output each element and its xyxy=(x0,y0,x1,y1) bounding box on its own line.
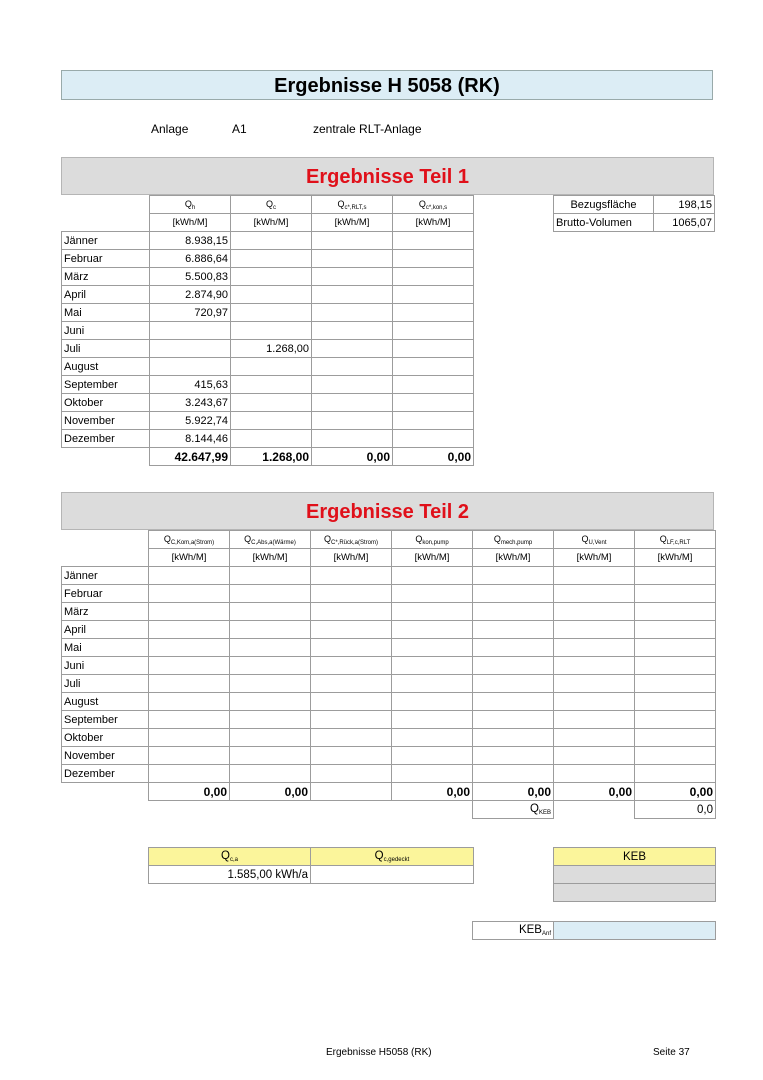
teil1-header-qc: $Q_c$ xyxy=(231,196,312,214)
value-cell xyxy=(635,747,716,765)
teil1-total-cell: 0,00 xyxy=(393,448,474,466)
table-row xyxy=(62,603,716,621)
keb-cell xyxy=(554,884,716,902)
value-cell xyxy=(311,675,392,693)
value-cell xyxy=(635,711,716,729)
unit-cell: [kWh/M] xyxy=(393,214,474,232)
value-cell xyxy=(311,729,392,747)
value-cell xyxy=(393,268,474,286)
footer-page-number: Seite 37 xyxy=(653,1047,690,1058)
unit-cell: [kWh/M] xyxy=(554,549,635,567)
value-cell xyxy=(312,412,393,430)
month-label: Oktober xyxy=(62,729,149,747)
month-label: April xyxy=(62,286,150,304)
value-cell xyxy=(149,639,230,657)
table-row xyxy=(62,585,716,603)
teil1-totals-row xyxy=(62,448,474,466)
teil2-unit-row xyxy=(62,549,716,567)
table-row xyxy=(62,621,716,639)
value-cell xyxy=(231,286,312,304)
value-cell: 8.144,46 xyxy=(150,430,231,448)
value-cell xyxy=(312,304,393,322)
value-cell xyxy=(473,603,554,621)
value-cell xyxy=(392,639,473,657)
value-cell xyxy=(393,376,474,394)
info-value: 1065,07 xyxy=(654,214,715,232)
value-cell xyxy=(230,729,311,747)
anlage-label: Anlage xyxy=(151,122,189,136)
keb-cell xyxy=(554,866,716,884)
teil1-header-qc-rlt: $Q_{c*,RLT,s}$ xyxy=(312,196,393,214)
value-cell xyxy=(473,765,554,783)
value-cell xyxy=(392,693,473,711)
value-cell xyxy=(473,639,554,657)
kebanf-table xyxy=(472,921,716,940)
value-cell xyxy=(392,621,473,639)
unit-cell: [kWh/M] xyxy=(473,549,554,567)
value-cell xyxy=(312,340,393,358)
value-cell xyxy=(150,340,231,358)
value-cell xyxy=(230,639,311,657)
keb-table xyxy=(553,847,716,902)
value-cell xyxy=(554,765,635,783)
table-row xyxy=(62,340,474,358)
value-cell xyxy=(554,675,635,693)
value-cell xyxy=(635,657,716,675)
month-label: Jänner xyxy=(62,567,149,585)
month-label: November xyxy=(62,747,149,765)
teil2-total-cell: 0,00 xyxy=(230,783,311,801)
value-cell xyxy=(230,765,311,783)
value-cell: 1.268,00 xyxy=(231,340,312,358)
value-cell xyxy=(554,603,635,621)
month-label: August xyxy=(62,693,149,711)
value-cell xyxy=(230,621,311,639)
value-cell xyxy=(149,729,230,747)
value-cell xyxy=(231,430,312,448)
value-cell xyxy=(311,765,392,783)
month-label: September xyxy=(62,711,149,729)
value-cell xyxy=(231,250,312,268)
teil2-header-row xyxy=(62,531,716,549)
table-row xyxy=(62,675,716,693)
value-cell xyxy=(554,729,635,747)
value-cell xyxy=(312,430,393,448)
value-cell xyxy=(392,711,473,729)
teil1-total-cell: 0,00 xyxy=(312,448,393,466)
value-cell xyxy=(392,657,473,675)
value-cell xyxy=(149,621,230,639)
value-cell xyxy=(149,603,230,621)
value-cell xyxy=(149,693,230,711)
value-cell xyxy=(311,693,392,711)
value-cell xyxy=(312,286,393,304)
value-cell xyxy=(231,304,312,322)
anlage-name: zentrale RLT-Anlage xyxy=(313,122,422,136)
value-cell xyxy=(312,268,393,286)
kebanf-value xyxy=(554,922,716,940)
value-cell xyxy=(392,603,473,621)
table-row xyxy=(62,711,716,729)
unit-cell: [kWh/M] xyxy=(230,549,311,567)
qkeb-value: 0,0 xyxy=(635,801,716,819)
teil2-header-qlf: $Q_{LF,c,RLT}$ xyxy=(635,531,716,549)
value-cell xyxy=(392,567,473,585)
value-cell xyxy=(149,747,230,765)
value-cell xyxy=(230,567,311,585)
table-row xyxy=(62,394,474,412)
unit-cell: [kWh/M] xyxy=(149,549,230,567)
month-label: Dezember xyxy=(62,430,150,448)
value-cell xyxy=(554,567,635,585)
value-cell xyxy=(230,693,311,711)
value-cell xyxy=(149,585,230,603)
unit-cell: [kWh/M] xyxy=(150,214,231,232)
unit-cell: [kWh/M] xyxy=(392,549,473,567)
teil2-header-qu-vent: $Q_{U,Vent}$ xyxy=(554,531,635,549)
month-label: Mai xyxy=(62,304,150,322)
value-cell xyxy=(231,232,312,250)
teil2-total-cell: 0,00 xyxy=(635,783,716,801)
value-cell xyxy=(554,747,635,765)
table-row xyxy=(62,286,474,304)
teil2-table xyxy=(61,530,716,819)
value-cell xyxy=(230,711,311,729)
qca-value: 1.585,00 kWh/a xyxy=(149,866,311,884)
unit-cell: [kWh/M] xyxy=(311,549,392,567)
value-cell xyxy=(473,675,554,693)
value-cell xyxy=(230,657,311,675)
info-table xyxy=(553,195,715,232)
qc-summary-table xyxy=(148,847,474,884)
teil2-total-cell: 0,00 xyxy=(473,783,554,801)
value-cell xyxy=(230,675,311,693)
month-label: Mai xyxy=(62,639,149,657)
value-cell xyxy=(473,693,554,711)
value-cell xyxy=(473,567,554,585)
month-label: Oktober xyxy=(62,394,150,412)
value-cell: 5.500,83 xyxy=(150,268,231,286)
teil1-total-cell: 42.647,99 xyxy=(150,448,231,466)
value-cell xyxy=(311,621,392,639)
value-cell: 415,63 xyxy=(150,376,231,394)
value-cell xyxy=(311,747,392,765)
teil2-header-qc-rueck: $Q_{C*,Rück,a(Strom)}$ xyxy=(311,531,392,549)
value-cell: 3.243,67 xyxy=(150,394,231,412)
value-cell xyxy=(393,340,474,358)
value-cell xyxy=(554,657,635,675)
qkeb-row xyxy=(62,801,716,819)
value-cell xyxy=(473,621,554,639)
value-cell xyxy=(393,430,474,448)
value-cell xyxy=(311,711,392,729)
value-cell xyxy=(393,250,474,268)
value-cell xyxy=(393,232,474,250)
info-row xyxy=(554,196,715,214)
teil2-total-cell xyxy=(311,783,392,801)
value-cell xyxy=(311,639,392,657)
value-cell xyxy=(635,765,716,783)
value-cell: 5.922,74 xyxy=(150,412,231,430)
value-cell xyxy=(231,412,312,430)
value-cell xyxy=(473,711,554,729)
value-cell xyxy=(635,567,716,585)
value-cell xyxy=(312,358,393,376)
teil1-total-cell: 1.268,00 xyxy=(231,448,312,466)
value-cell xyxy=(635,693,716,711)
month-label: Juli xyxy=(62,340,150,358)
qcgedeckt-value xyxy=(311,866,474,884)
unit-cell: [kWh/M] xyxy=(312,214,393,232)
value-cell xyxy=(230,603,311,621)
qca-header: $Q_{c,a}$ xyxy=(149,848,311,866)
qkeb-label: $Q_{KEB}$ xyxy=(473,801,554,819)
teil2-header-qc-kom: $Q_{C,Kom,a(Strom)}$ xyxy=(149,531,230,549)
value-cell xyxy=(312,250,393,268)
value-cell xyxy=(393,286,474,304)
value-cell xyxy=(312,376,393,394)
value-cell xyxy=(231,394,312,412)
value-cell xyxy=(149,675,230,693)
teil2-header-qkon-pump: $Q_{kon,pump}$ xyxy=(392,531,473,549)
value-cell xyxy=(635,639,716,657)
info-value: 198,15 xyxy=(654,196,715,214)
value-cell xyxy=(554,585,635,603)
qc-summary-header-row xyxy=(149,848,474,866)
value-cell xyxy=(392,765,473,783)
value-cell xyxy=(635,585,716,603)
teil2-totals-row xyxy=(62,783,716,801)
table-row xyxy=(62,639,716,657)
table-row xyxy=(62,322,474,340)
qcgedeckt-header: $Q_{c,gedeckt}$ xyxy=(311,848,474,866)
table-row xyxy=(62,729,716,747)
month-label: Februar xyxy=(62,250,150,268)
month-label: März xyxy=(62,603,149,621)
month-label: März xyxy=(62,268,150,286)
value-cell: 8.938,15 xyxy=(150,232,231,250)
value-cell xyxy=(392,585,473,603)
teil1-header-qh: $Q_h$ xyxy=(150,196,231,214)
value-cell xyxy=(635,729,716,747)
value-cell xyxy=(311,567,392,585)
value-cell xyxy=(635,603,716,621)
month-label: April xyxy=(62,621,149,639)
value-cell xyxy=(149,711,230,729)
table-row xyxy=(62,376,474,394)
month-label: Jänner xyxy=(62,232,150,250)
value-cell xyxy=(635,621,716,639)
value-cell xyxy=(231,268,312,286)
value-cell xyxy=(393,412,474,430)
value-cell xyxy=(392,675,473,693)
month-label: August xyxy=(62,358,150,376)
teil2-header-qmech-pump: $Q_{mech,pump}$ xyxy=(473,531,554,549)
teil1-header-row xyxy=(62,196,474,214)
table-row xyxy=(62,765,716,783)
value-cell xyxy=(473,585,554,603)
teil1-header-qc-kon: $Q_{c*,kon,s}$ xyxy=(393,196,474,214)
value-cell xyxy=(554,639,635,657)
month-label: Februar xyxy=(62,585,149,603)
value-cell xyxy=(554,693,635,711)
value-cell xyxy=(393,322,474,340)
value-cell xyxy=(554,621,635,639)
value-cell xyxy=(231,376,312,394)
value-cell xyxy=(393,304,474,322)
table-row xyxy=(62,412,474,430)
value-cell xyxy=(554,711,635,729)
section-title-teil2: Ergebnisse Teil 2 xyxy=(61,492,714,530)
value-cell xyxy=(312,394,393,412)
value-cell xyxy=(311,657,392,675)
value-cell xyxy=(473,657,554,675)
qc-summary-value-row xyxy=(149,866,474,884)
page-title: Ergebnisse H 5058 (RK) xyxy=(61,70,713,100)
value-cell xyxy=(312,322,393,340)
value-cell xyxy=(393,394,474,412)
info-label: Brutto-Volumen xyxy=(554,214,654,232)
table-row xyxy=(62,430,474,448)
value-cell xyxy=(392,747,473,765)
info-row xyxy=(554,214,715,232)
value-cell xyxy=(150,322,231,340)
value-cell: 720,97 xyxy=(150,304,231,322)
value-cell xyxy=(392,729,473,747)
teil2-header-qc-abs: $Q_{C,Abs,a(Wärme)}$ xyxy=(230,531,311,549)
table-row xyxy=(62,358,474,376)
table-row xyxy=(62,304,474,322)
table-row xyxy=(62,567,716,585)
footer-title: Ergebnisse H5058 (RK) xyxy=(326,1047,432,1058)
table-row xyxy=(62,268,474,286)
teil2-total-cell: 0,00 xyxy=(392,783,473,801)
value-cell xyxy=(473,747,554,765)
teil1-table xyxy=(61,195,474,466)
table-row xyxy=(62,693,716,711)
value-cell xyxy=(231,322,312,340)
value-cell xyxy=(149,657,230,675)
section-title-teil1: Ergebnisse Teil 1 xyxy=(61,157,714,195)
table-row xyxy=(62,250,474,268)
value-cell xyxy=(150,358,231,376)
value-cell xyxy=(149,765,230,783)
value-cell xyxy=(311,585,392,603)
value-cell xyxy=(230,585,311,603)
value-cell xyxy=(231,358,312,376)
value-cell xyxy=(473,729,554,747)
value-cell xyxy=(635,675,716,693)
unit-cell: [kWh/M] xyxy=(635,549,716,567)
info-label: Bezugsfläche xyxy=(554,196,654,214)
unit-cell: [kWh/M] xyxy=(231,214,312,232)
month-label: Juni xyxy=(62,322,150,340)
value-cell xyxy=(230,747,311,765)
teil2-total-cell: 0,00 xyxy=(149,783,230,801)
table-row xyxy=(62,747,716,765)
table-row xyxy=(62,657,716,675)
month-label: Dezember xyxy=(62,765,149,783)
kebanf-label: $KEB_{Anf}$ xyxy=(473,922,554,940)
table-row xyxy=(62,232,474,250)
value-cell: 6.886,64 xyxy=(150,250,231,268)
value-cell xyxy=(393,358,474,376)
keb-header: KEB xyxy=(554,848,716,866)
month-label: Juni xyxy=(62,657,149,675)
value-cell xyxy=(149,567,230,585)
teil2-total-cell: 0,00 xyxy=(554,783,635,801)
month-label: November xyxy=(62,412,150,430)
month-label: Juli xyxy=(62,675,149,693)
month-label: September xyxy=(62,376,150,394)
value-cell xyxy=(312,232,393,250)
value-cell xyxy=(311,603,392,621)
anlage-code: A1 xyxy=(232,122,247,136)
value-cell: 2.874,90 xyxy=(150,286,231,304)
teil1-unit-row xyxy=(62,214,474,232)
